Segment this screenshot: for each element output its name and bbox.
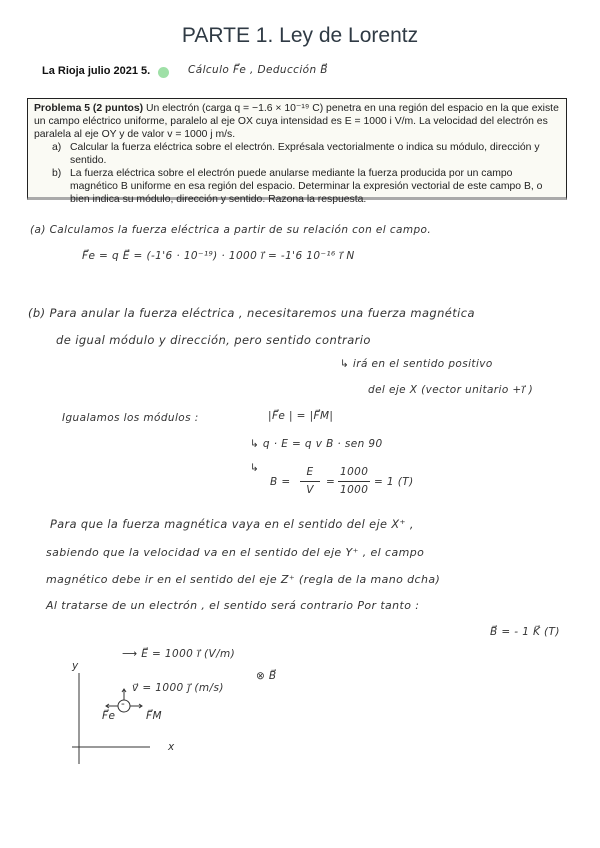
- note-b1: (b) Para anular la fuerza eléctrica , necesitaremos una fuerza magnética: [28, 306, 475, 320]
- fraction-num: E: [306, 466, 314, 478]
- note-c4: Al tratarse de un electrón , el sentido será contrario Por tanto :: [46, 599, 420, 612]
- fm-label: F⃗M: [146, 710, 162, 722]
- item-label: a): [52, 142, 62, 153]
- note-a2: F⃗e = q E⃗ = (-1'6 · 10⁻¹⁹) · 1000 i⃗ = -1'6 10⁻¹⁶ i⃗ N: [82, 250, 355, 262]
- x-axis-label: x: [168, 741, 175, 753]
- fe-label: F⃗e: [102, 710, 116, 722]
- fraction-den: 1000: [340, 484, 369, 496]
- note-b2: de igual módulo y dirección, pero sentido contrario: [56, 333, 371, 347]
- note-b6: |F⃗e | = |F⃗M|: [268, 410, 334, 422]
- note-b11: = 1 (T): [374, 476, 414, 488]
- electron-circle: [118, 700, 130, 712]
- item-label: b): [52, 168, 62, 179]
- note-b8: ↳: [250, 462, 260, 474]
- note-a1: (a) Calculamos la fuerza eléctrica a partir de su relación con el campo.: [30, 224, 432, 236]
- note-b10: =: [326, 476, 336, 488]
- note-c2: sabiendo que la velocidad va en el sentido del eje Y⁺ , el campo: [46, 546, 425, 559]
- source-label: La Rioja julio 2021 5.: [42, 65, 151, 77]
- velocity-label: v⃗ = 1000 j⃗ (m/s): [132, 682, 224, 694]
- header-note: Cálculo F⃗e , Deducción B⃗: [188, 64, 328, 76]
- problem-intro: Un electrón (carga q = −1.6 × 10⁻¹⁹ C) penetra en una región del espacio en la que existe un campo eléctrico uniforme, paralelo al eje OX cuya intensidad es E = 1000 i V/m. La velocidad del electrón es paralela al eje OY y de valor v = 1000 j m/s.: [34, 103, 559, 140]
- item-text: La fuerza eléctrica sobre el electrón puede anularse mediante la fuerza producida por un campo magnético B uniforme en esa región del espacio. Determinar la expresión vectorial de este campo B, o bien indica su módulo, dirección y sentido. Razona la respuesta.: [70, 168, 543, 205]
- fraction-den: V: [306, 484, 314, 496]
- note-b4: del eje X (vector unitario +i⃗ ): [368, 384, 534, 396]
- page-title: PARTE 1. Ley de Lorentz: [181, 24, 419, 47]
- note-b5: Igualamos los módulos :: [62, 412, 199, 424]
- note-b9: B =: [270, 476, 291, 488]
- b-field-label: ⊗ B⃗: [256, 670, 277, 682]
- note-c3: magnético debe ir en el sentido del eje Z⁺ (regla de la mano dcha): [46, 573, 441, 586]
- e-field-text: E⃗ = 1000 i⃗ (V/m): [141, 648, 236, 660]
- note-b3: ↳ irá en el sentido positivo: [340, 358, 493, 370]
- note-c5: B⃗ = - 1 K⃗ (T): [490, 626, 560, 638]
- note-b7: ↳ q · E = q v B · sen 90: [250, 438, 383, 450]
- item-text: Calcular la fuerza eléctrica sobre el electrón. Exprésala vectorialmente o indica su módulo, dirección y sentido.: [70, 142, 540, 166]
- problem-heading: Problema 5 (2 puntos): [34, 103, 144, 114]
- fraction-num: 1000: [340, 466, 369, 478]
- e-field-label: ⟶ E⃗ = 1000 i⃗ (V/m): [122, 648, 236, 660]
- electron-charge: -: [121, 698, 126, 710]
- y-axis-label: y: [72, 660, 79, 672]
- note-c1: Para que la fuerza magnética vaya en el sentido del eje X⁺ ,: [50, 518, 414, 531]
